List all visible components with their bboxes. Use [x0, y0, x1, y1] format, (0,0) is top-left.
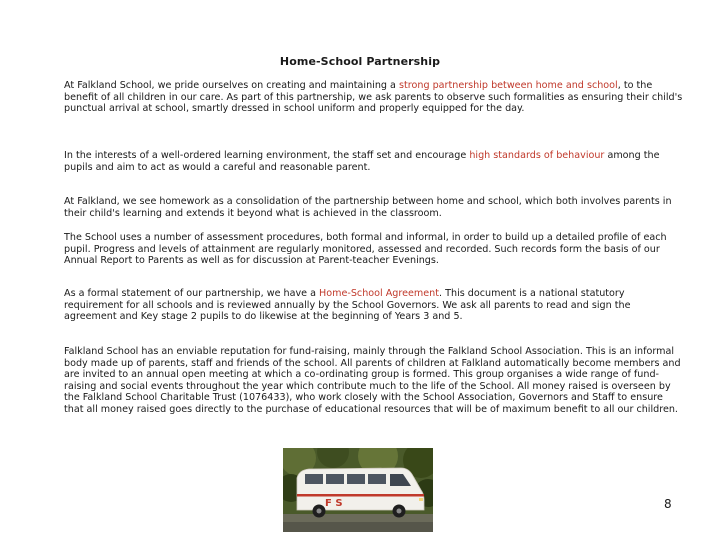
page-title: Home-School Partnership — [279, 55, 441, 68]
minibus-photo — [283, 448, 433, 532]
paragraph-partnership — [64, 80, 684, 115]
paragraph-assessment — [64, 232, 684, 267]
paragraph-agreement — [64, 288, 684, 323]
paragraph-text: In the interests of a well-ordered learning environment, the staff set and encourage — [64, 150, 470, 161]
highlight-link[interactable]: strong partnership between home and school — [399, 80, 618, 91]
paragraph-homework — [64, 196, 684, 219]
paragraph-fundraising — [64, 346, 684, 416]
svg-text:F S: F S — [325, 498, 343, 509]
highlight-link[interactable]: Home-School Agreement — [319, 288, 440, 299]
paragraph-text: At Falkland, we see homework as a consolidation of the partnership between home and school, which both involves parents in their child's learning and extends it beyond what is achieved in the classroom. — [64, 196, 672, 219]
paragraph-text: At Falkland School, we pride ourselves on creating and maintaining a — [64, 80, 399, 91]
paragraph-text: among the pupils and aim to act as would a careful and reasonable parent. — [64, 150, 660, 173]
highlight-link[interactable]: high standards of behaviour — [469, 150, 605, 161]
paragraph-text: , to the benefit of all children in our care. As part of this partnership, we ask parents to observe such formalities as ensuring their child's punctual arrival at school, smartly dressed in school uniform and properly equipped for the day. — [64, 80, 683, 115]
paragraph-text: As a formal statement of our partnership, we have a — [64, 288, 320, 299]
paragraph-text: Falkland School has an enviable reputation for fund-raising, mainly through the Falkland School Association. This is an informal body made up of parents, staff and friends of the school. All parents of children at Falkland automatically become members and are invited to an annual open meeting at which a co-ordinating group is formed. This group organises a wide range of fund-raising and social events throughout the year which contribute much to the life of the School. All money raised is overseen by the Falkland School Charitable Trust (1076433), who work closely with the School Association, Governors and Staff to ensure that all money raised goes directly to the purchase of educational resources that will be of maximum benefit to all our children. — [64, 346, 681, 415]
page-number: 8 — [664, 497, 672, 511]
paragraph-text: The School uses a number of assessment procedures, both formal and informal, in order to build up a detailed profile of each pupil. Progress and levels of attainment are regularly monitored, assessed and recorded. Such records form the basis of our Annual Report to Parents as well as for discussion at Parent-teacher Evenings. — [64, 232, 667, 267]
paragraph-behaviour — [64, 150, 684, 173]
paragraph-text: . This document is a national statutory requirement for all schools and is reviewed annually by the School Governors. We ask all parents to read and sign the agreement and Key stage 2 pupils to do likewise at the beginning of Years 3 and 5. — [64, 288, 631, 323]
